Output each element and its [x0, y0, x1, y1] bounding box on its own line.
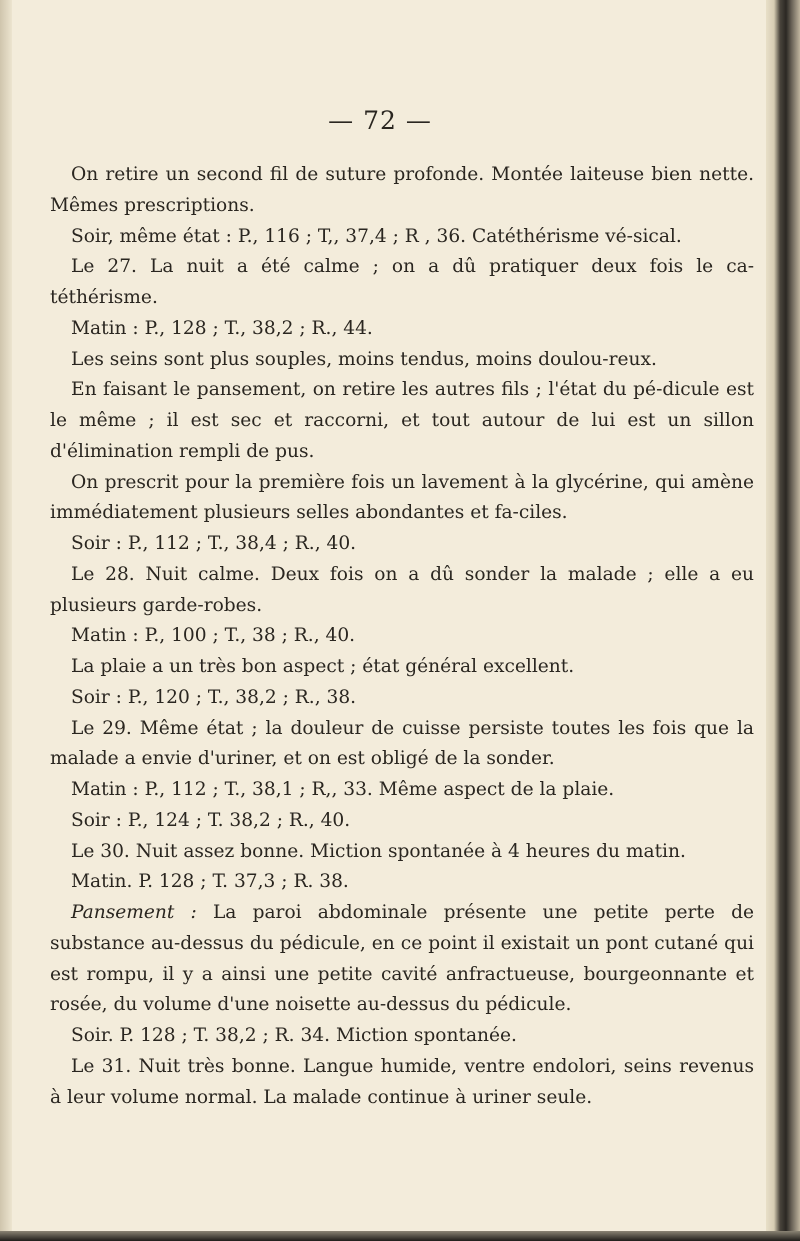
pansement-text: La paroi abdominale présente une petite perte de substance au-dessus du pédicule, en ce point il existait un pont cutané qui est rompu, il y a ainsi une petite cavité anfractueuse, bourgeonnante et rosée, du volume d'une noisette au-dessus du pédicule. — [50, 902, 754, 1016]
paragraph: En faisant le pansement, on retire les autres fils ; l'état du pé-dicule est le même ; il est sec et raccorni, et tout autour de lui est un sillon d'élimination rempli de pus. — [50, 379, 754, 462]
paragraph: Matin : P., 100 ; T., 38 ; R., 40. — [71, 625, 356, 647]
page-binding-edge — [766, 0, 800, 1241]
paragraph: Le 27. La nuit a été calme ; on a dû pratiquer deux fois le ca-téthérisme. — [50, 256, 754, 308]
pansement-paragraph — [50, 898, 754, 1021]
paragraph: On retire un second fil de suture profonde. Montée laiteuse bien nette. Mêmes prescriptions. — [50, 164, 754, 216]
paragraph: Le 29. Même état ; la douleur de cuisse persiste toutes les fois que la malade a envie d'uriner, et on est obligé de la sonder. — [50, 717, 754, 770]
paragraph: Le 31. Nuit très bonne. Langue humide, ventre endolori, seins revenus à leur volume normal. La malade continue à uriner seule. — [50, 1055, 754, 1108]
paragraph: Matin. P. 128 ; T. 37,3 ; R. 38. — [71, 871, 349, 893]
page-number: — 72 — — [328, 106, 432, 135]
paragraph: Soir : P., 112 ; T., 38,4 ; R., 40. — [71, 533, 357, 554]
pansement-label: Pansement : — [71, 902, 197, 923]
paragraph: Matin : P., 128 ; T., 38,2 ; R., 44. — [71, 317, 373, 339]
paragraph: Soir : P., 124 ; T. 38,2 ; R., 40. — [71, 809, 351, 831]
paragraph: Matin : P., 112 ; T., 38,1 ; R,, 33. Même aspect de la plaie. — [71, 779, 615, 800]
paragraph: Le 28. Nuit calme. Deux fois on a dû sonder la malade ; elle a eu plusieurs garde-robes. — [50, 563, 754, 616]
paragraph: Soir : P., 120 ; T., 38,2 ; R., 38. — [71, 686, 357, 708]
paragraph: Le 30. Nuit assez bonne. Miction spontanée à 4 heures du matin. — [71, 840, 686, 862]
body-text — [50, 160, 754, 1113]
paragraph: On prescrit pour la première fois un lavement à la glycérine, qui amène immédiatement plusieurs selles abondantes et fa-ciles. — [50, 471, 754, 524]
paragraph: Soir, même état : P., 116 ; T,, 37,4 ; R , 36. Catéthérisme vé-sical. — [71, 225, 682, 247]
paragraph: Les seins sont plus souples, moins tendus, moins doulou-reux. — [71, 348, 657, 370]
page-left-edge — [0, 0, 12, 1241]
page-bottom-edge — [0, 1231, 800, 1241]
paragraph: Soir. P. 128 ; T. 38,2 ; R. 34. Miction spontanée. — [71, 1025, 517, 1046]
paragraph: La plaie a un très bon aspect ; état général excellent. — [71, 656, 575, 677]
